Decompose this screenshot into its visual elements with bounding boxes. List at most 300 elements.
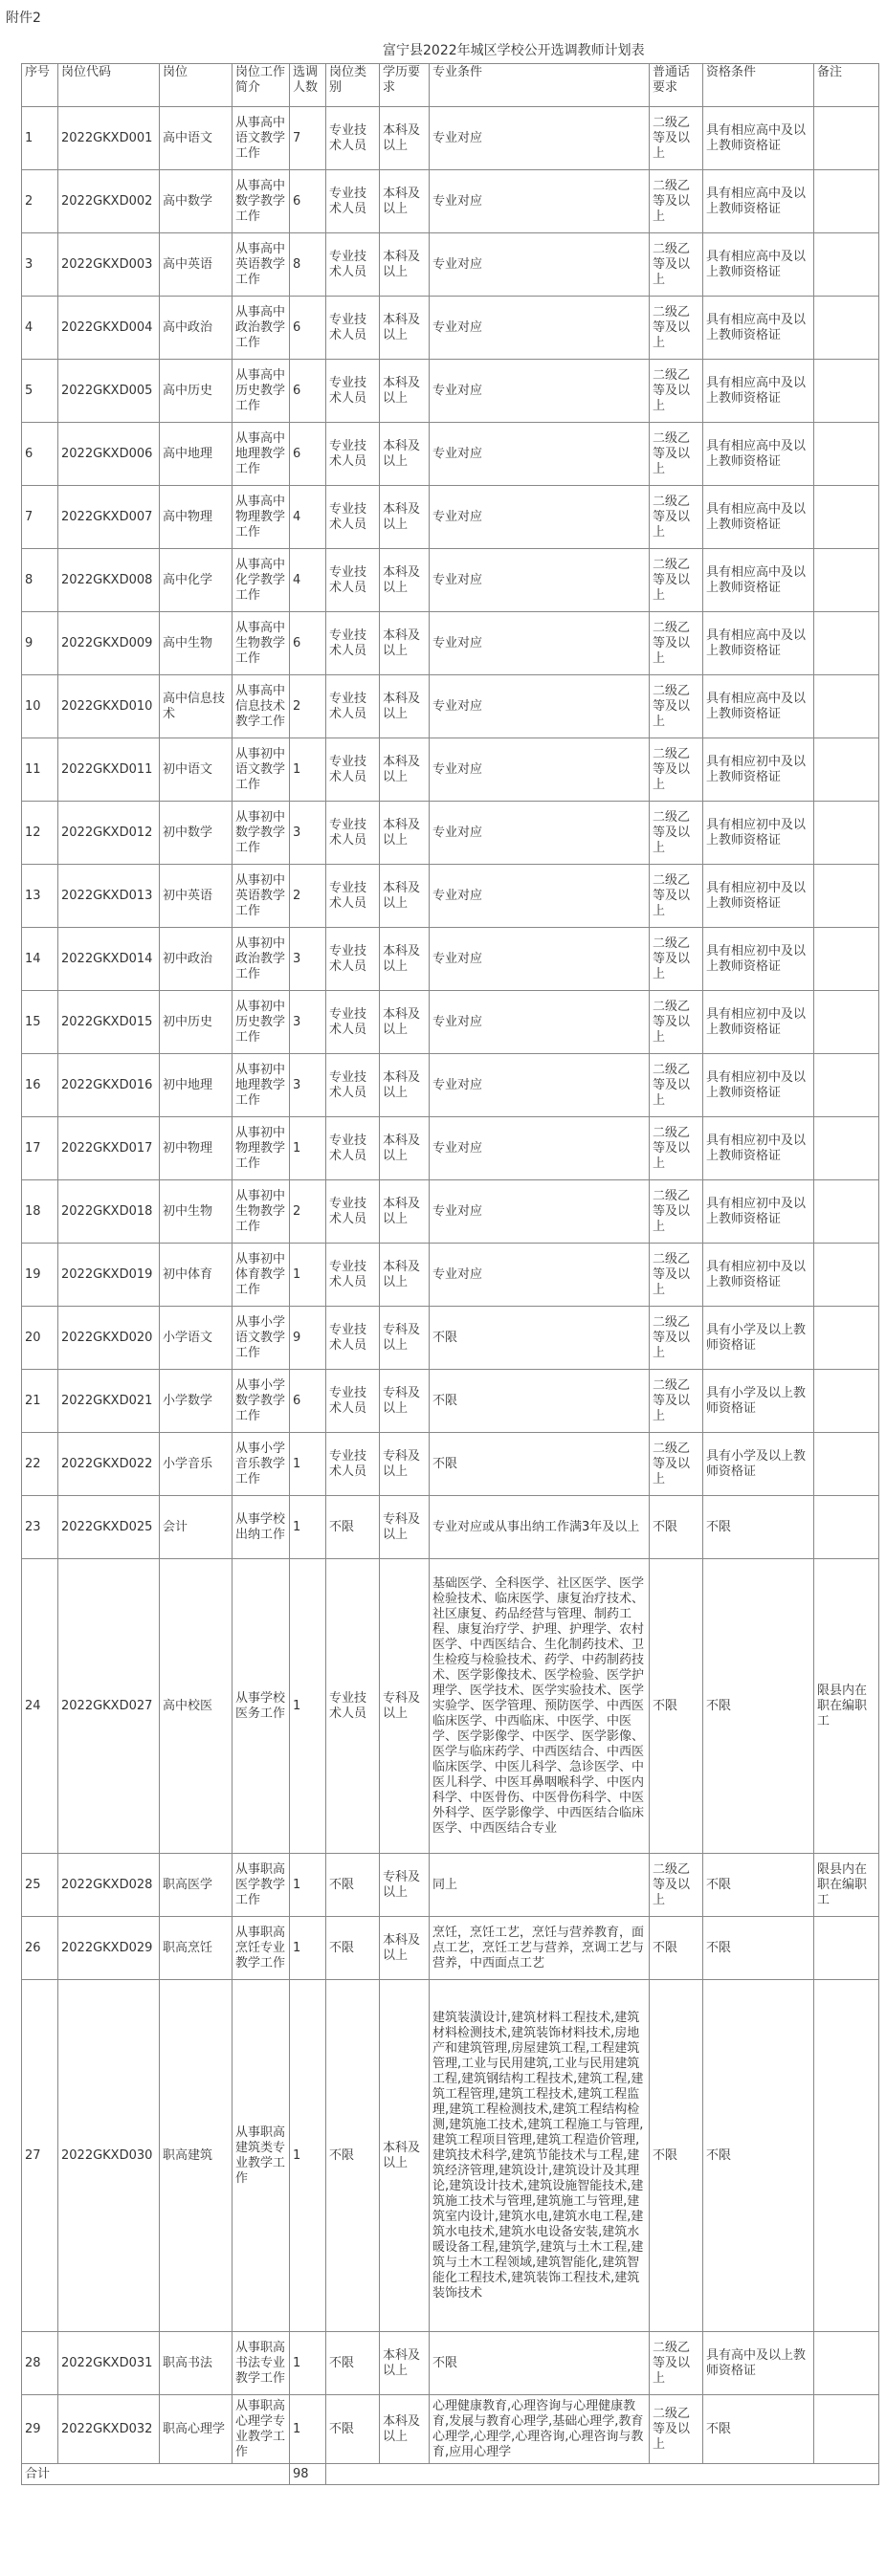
- remark-cell: [814, 1180, 879, 1244]
- mandarin-requirement-cell: 二级乙等及以上: [650, 297, 703, 360]
- post-name-cell: 高中地理: [160, 423, 233, 486]
- post-name-cell: 职高心理学: [160, 2395, 233, 2464]
- row-number-cell: 8: [22, 549, 58, 612]
- education-cell: 本科及以上: [380, 233, 430, 297]
- job-description-cell: 从事高中化学教学工作: [233, 549, 290, 612]
- qualification-cell: 具有小学及以上教师资格证: [703, 1307, 814, 1370]
- mandarin-requirement-cell: 二级乙等及以上: [650, 1854, 703, 1917]
- header-cell: 选调人数: [290, 64, 326, 107]
- mandarin-requirement-cell: 不限: [650, 1917, 703, 1980]
- qualification-cell: 具有相应初中及以上教师资格证: [703, 1117, 814, 1180]
- row-number-cell: 12: [22, 802, 58, 865]
- table-row: [22, 1496, 879, 1559]
- quota-cell: 8: [290, 233, 326, 297]
- post-name-cell: 初中地理: [160, 1054, 233, 1117]
- table-row: [22, 865, 879, 928]
- major-requirement-cell: 专业对应: [430, 1180, 650, 1244]
- major-requirement-cell: 专业对应: [430, 360, 650, 423]
- total-count: 98: [290, 2464, 326, 2485]
- job-description-cell: 从事初中英语教学工作: [233, 865, 290, 928]
- remark-cell: [814, 991, 879, 1054]
- post-category-cell: 不限: [326, 1854, 380, 1917]
- table-row: [22, 297, 879, 360]
- quota-cell: 1: [290, 1854, 326, 1917]
- row-number-cell: 27: [22, 1980, 58, 2332]
- quota-cell: 9: [290, 1307, 326, 1370]
- post-category-cell: 专业技术人员: [326, 991, 380, 1054]
- table-row: [22, 170, 879, 233]
- job-description-cell: 从事学校医务工作: [233, 1559, 290, 1854]
- quota-cell: 2: [290, 675, 326, 738]
- post-category-cell: 专业技术人员: [326, 612, 380, 675]
- remark-cell: [814, 2332, 879, 2395]
- quota-cell: 3: [290, 802, 326, 865]
- post-name-cell: 高中信息技术: [160, 675, 233, 738]
- mandarin-requirement-cell: 不限: [650, 1559, 703, 1854]
- post-category-cell: 专业技术人员: [326, 1180, 380, 1244]
- post-name-cell: 职高书法: [160, 2332, 233, 2395]
- education-cell: 本科及以上: [380, 1117, 430, 1180]
- table-row: [22, 1980, 879, 2332]
- qualification-cell: 具有相应高中及以上教师资格证: [703, 675, 814, 738]
- quota-cell: 1: [290, 2395, 326, 2464]
- table-row: [22, 107, 879, 170]
- qualification-cell: 不限: [703, 1496, 814, 1559]
- mandarin-requirement-cell: 二级乙等及以上: [650, 1117, 703, 1180]
- post-category-cell: 专业技术人员: [326, 1117, 380, 1180]
- post-name-cell: 初中英语: [160, 865, 233, 928]
- remark-cell: [814, 360, 879, 423]
- major-requirement-cell: 基础医学、全科医学、社区医学、医学检验技术、临床医学、康复治疗技术、社区康复、药品经营与管理、制药工程、康复治疗学、护理、护理学、农村医学、中西医结合、生化制药技术、卫生检疫与检验技术、药学、中药制药技术、医学影像技术、医学检验、医学护理学、医学技术、医学实验技术、医学实验学、医学管理、预防医学、中西医临床医学、中西临床、中医学、中医学、医学影像学、中医学、医学影像、医学与临床药学、中西医结合、中西医临床医学、中医儿科学、急诊医学、中医儿科学、中医耳鼻咽喉科学、中医内科学、中医骨伤、中医骨伤科学、中医外科学、医学影像学、中西医结合临床医学、中西医结合专业: [430, 1559, 650, 1854]
- job-description-cell: 从事初中数学教学工作: [233, 802, 290, 865]
- post-code-cell: 2022GKXD019: [58, 1244, 160, 1307]
- qualification-cell: 具有相应高中及以上教师资格证: [703, 360, 814, 423]
- post-category-cell: 专业技术人员: [326, 1433, 380, 1496]
- education-cell: 专科及以上: [380, 1496, 430, 1559]
- major-requirement-cell: 专业对应: [430, 612, 650, 675]
- row-number-cell: 17: [22, 1117, 58, 1180]
- post-name-cell: 初中生物: [160, 1180, 233, 1244]
- quota-cell: 4: [290, 486, 326, 549]
- post-code-cell: 2022GKXD011: [58, 738, 160, 802]
- table-row: [22, 612, 879, 675]
- table-row: [22, 738, 879, 802]
- post-category-cell: 专业技术人员: [326, 107, 380, 170]
- header-cell: 岗位类别: [326, 64, 380, 107]
- job-description-cell: 从事高中地理教学工作: [233, 423, 290, 486]
- quota-cell: 1: [290, 1917, 326, 1980]
- major-requirement-cell: 专业对应: [430, 1054, 650, 1117]
- table-row: [22, 423, 879, 486]
- row-number-cell: 4: [22, 297, 58, 360]
- remark-cell: [814, 1307, 879, 1370]
- table-row: [22, 802, 879, 865]
- mandarin-requirement-cell: 不限: [650, 1980, 703, 2332]
- post-name-cell: 高中历史: [160, 360, 233, 423]
- job-description-cell: 从事初中物理教学工作: [233, 1117, 290, 1180]
- education-cell: 本科及以上: [380, 1917, 430, 1980]
- education-cell: 本科及以上: [380, 865, 430, 928]
- qualification-cell: 具有相应初中及以上教师资格证: [703, 738, 814, 802]
- remark-cell: [814, 549, 879, 612]
- post-category-cell: 专业技术人员: [326, 423, 380, 486]
- post-code-cell: 2022GKXD008: [58, 549, 160, 612]
- remark-cell: [814, 1244, 879, 1307]
- post-code-cell: 2022GKXD001: [58, 107, 160, 170]
- remark-cell: [814, 297, 879, 360]
- post-name-cell: 职高医学: [160, 1854, 233, 1917]
- education-cell: 专科及以上: [380, 1854, 430, 1917]
- job-description-cell: 从事职高书法专业教学工作: [233, 2332, 290, 2395]
- post-name-cell: 职高建筑: [160, 1980, 233, 2332]
- job-description-cell: 从事职高建筑类专业教学工作: [233, 1980, 290, 2332]
- post-code-cell: 2022GKXD003: [58, 233, 160, 297]
- post-category-cell: 专业技术人员: [326, 486, 380, 549]
- table-row: [22, 1180, 879, 1244]
- remark-cell: [814, 1054, 879, 1117]
- post-category-cell: 专业技术人员: [326, 1307, 380, 1370]
- major-requirement-cell: 专业对应: [430, 738, 650, 802]
- row-number-cell: 3: [22, 233, 58, 297]
- row-number-cell: 28: [22, 2332, 58, 2395]
- education-cell: 本科及以上: [380, 360, 430, 423]
- post-category-cell: 不限: [326, 1496, 380, 1559]
- post-code-cell: 2022GKXD009: [58, 612, 160, 675]
- major-requirement-cell: 不限: [430, 1370, 650, 1433]
- post-category-cell: 专业技术人员: [326, 738, 380, 802]
- job-description-cell: 从事高中生物教学工作: [233, 612, 290, 675]
- qualification-cell: 具有小学及以上教师资格证: [703, 1433, 814, 1496]
- major-requirement-cell: 专业对应: [430, 1117, 650, 1180]
- row-number-cell: 23: [22, 1496, 58, 1559]
- remark-cell: [814, 675, 879, 738]
- post-code-cell: 2022GKXD029: [58, 1917, 160, 1980]
- header-cell: 普通话要求: [650, 64, 703, 107]
- quota-cell: 3: [290, 991, 326, 1054]
- major-requirement-cell: 专业对应: [430, 865, 650, 928]
- post-category-cell: 专业技术人员: [326, 170, 380, 233]
- post-code-cell: 2022GKXD022: [58, 1433, 160, 1496]
- qualification-cell: 具有相应高中及以上教师资格证: [703, 107, 814, 170]
- post-code-cell: 2022GKXD030: [58, 1980, 160, 2332]
- job-description-cell: 从事初中语文教学工作: [233, 738, 290, 802]
- job-description-cell: 从事职高烹饪专业教学工作: [233, 1917, 290, 1980]
- qualification-cell: 具有相应初中及以上教师资格证: [703, 1244, 814, 1307]
- mandarin-requirement-cell: 二级乙等及以上: [650, 738, 703, 802]
- major-requirement-cell: 专业对应: [430, 675, 650, 738]
- post-category-cell: 专业技术人员: [326, 360, 380, 423]
- post-name-cell: 初中历史: [160, 991, 233, 1054]
- job-description-cell: 从事高中历史教学工作: [233, 360, 290, 423]
- post-name-cell: 职高烹饪: [160, 1917, 233, 1980]
- row-number-cell: 7: [22, 486, 58, 549]
- quota-cell: 6: [290, 170, 326, 233]
- post-code-cell: 2022GKXD006: [58, 423, 160, 486]
- remark-cell: [814, 170, 879, 233]
- remark-cell: [814, 1433, 879, 1496]
- row-number-cell: 20: [22, 1307, 58, 1370]
- row-number-cell: 6: [22, 423, 58, 486]
- education-cell: 本科及以上: [380, 675, 430, 738]
- education-cell: 本科及以上: [380, 297, 430, 360]
- job-description-cell: 从事学校出纳工作: [233, 1496, 290, 1559]
- table-row: [22, 549, 879, 612]
- major-requirement-cell: 专业对应: [430, 802, 650, 865]
- table-title: 富宁县2022年城区学校公开选调教师计划表: [383, 43, 645, 58]
- mandarin-requirement-cell: 二级乙等及以上: [650, 865, 703, 928]
- post-name-cell: 高中语文: [160, 107, 233, 170]
- education-cell: 本科及以上: [380, 1244, 430, 1307]
- education-cell: 专科及以上: [380, 1433, 430, 1496]
- mandarin-requirement-cell: 二级乙等及以上: [650, 2395, 703, 2464]
- qualification-cell: 具有相应初中及以上教师资格证: [703, 865, 814, 928]
- table-row: [22, 233, 879, 297]
- qualification-cell: 不限: [703, 1980, 814, 2332]
- post-name-cell: 高中物理: [160, 486, 233, 549]
- job-description-cell: 从事高中语文教学工作: [233, 107, 290, 170]
- quota-cell: 1: [290, 1244, 326, 1307]
- row-number-cell: 9: [22, 612, 58, 675]
- quota-cell: 3: [290, 1054, 326, 1117]
- table-row: [22, 928, 879, 991]
- job-description-cell: 从事小学音乐教学工作: [233, 1433, 290, 1496]
- quota-cell: 7: [290, 107, 326, 170]
- post-code-cell: 2022GKXD025: [58, 1496, 160, 1559]
- qualification-cell: 具有小学及以上教师资格证: [703, 1370, 814, 1433]
- table-row: [22, 360, 879, 423]
- quota-cell: 6: [290, 297, 326, 360]
- education-cell: 本科及以上: [380, 612, 430, 675]
- qualification-cell: 具有高中及以上教师资格证: [703, 2332, 814, 2395]
- post-category-cell: 专业技术人员: [326, 865, 380, 928]
- remark-cell: [814, 612, 879, 675]
- header-cell: 学历要求: [380, 64, 430, 107]
- education-cell: 本科及以上: [380, 1054, 430, 1117]
- table-row: [22, 1307, 879, 1370]
- post-category-cell: 专业技术人员: [326, 928, 380, 991]
- table-row: [22, 1370, 879, 1433]
- table-row: [22, 675, 879, 738]
- post-category-cell: 不限: [326, 1917, 380, 1980]
- qualification-cell: 具有相应初中及以上教师资格证: [703, 802, 814, 865]
- table-row: [22, 1117, 879, 1180]
- mandarin-requirement-cell: 二级乙等及以上: [650, 1370, 703, 1433]
- row-number-cell: 11: [22, 738, 58, 802]
- table-row: [22, 2332, 879, 2395]
- education-cell: 本科及以上: [380, 549, 430, 612]
- attachment-label: 附件2: [6, 11, 41, 26]
- row-number-cell: 24: [22, 1559, 58, 1854]
- remark-cell: [814, 865, 879, 928]
- remark-cell: [814, 1917, 879, 1980]
- mandarin-requirement-cell: 二级乙等及以上: [650, 170, 703, 233]
- job-description-cell: 从事初中政治教学工作: [233, 928, 290, 991]
- remark-cell: [814, 1117, 879, 1180]
- row-number-cell: 10: [22, 675, 58, 738]
- education-cell: 本科及以上: [380, 1980, 430, 2332]
- row-number-cell: 19: [22, 1244, 58, 1307]
- quota-cell: 6: [290, 1370, 326, 1433]
- remark-cell: [814, 738, 879, 802]
- post-category-cell: 专业技术人员: [326, 1054, 380, 1117]
- major-requirement-cell: 专业对应或从事出纳工作满3年及以上: [430, 1496, 650, 1559]
- qualification-cell: 不限: [703, 1854, 814, 1917]
- post-name-cell: 高中校医: [160, 1559, 233, 1854]
- mandarin-requirement-cell: 二级乙等及以上: [650, 2332, 703, 2395]
- post-name-cell: 高中生物: [160, 612, 233, 675]
- post-category-cell: 专业技术人员: [326, 675, 380, 738]
- row-number-cell: 25: [22, 1854, 58, 1917]
- job-description-cell: 从事小学数学教学工作: [233, 1370, 290, 1433]
- job-description-cell: 从事高中政治教学工作: [233, 297, 290, 360]
- remark-cell: 限县内在职在编职工: [814, 1854, 879, 1917]
- row-number-cell: 5: [22, 360, 58, 423]
- remark-cell: [814, 423, 879, 486]
- qualification-cell: 具有相应高中及以上教师资格证: [703, 486, 814, 549]
- qualification-cell: 不限: [703, 1917, 814, 1980]
- major-requirement-cell: 建筑装潢设计,建筑材料工程技术,建筑材料检测技术,建筑装饰材料技术,房地产和建筑管理,房屋建筑工程,工程建筑管理,工业与民用建筑,工业与民用建筑工程,建筑钢结构工程技术,建筑工程,建筑工程管理,建筑工程技术,建筑工程监理,建筑工程检测技术,建筑工程结构检测,建筑施工技术,建筑工程施工与管理,建筑工程项目管理,建筑工程造价管理,建筑技术科学,建筑节能技术与工程,建筑经济管理,建筑设计,建筑设计及其理论,建筑设计技术,建筑设施智能技术,建筑施工技术与管理,建筑施工与管理,建筑室内设计,建筑水电,建筑水电工程,建筑水电技术,建筑水电设备安装,建筑水暖设备工程,建筑学,建筑与土木工程,建筑与土木工程领域,建筑智能化,建筑智能化工程技术,建筑装饰工程技术,建筑装饰技术: [430, 1980, 650, 2332]
- table-row: [22, 991, 879, 1054]
- post-name-cell: 高中数学: [160, 170, 233, 233]
- mandarin-requirement-cell: 二级乙等及以上: [650, 1054, 703, 1117]
- post-code-cell: 2022GKXD004: [58, 297, 160, 360]
- quota-cell: 2: [290, 1180, 326, 1244]
- qualification-cell: 具有相应高中及以上教师资格证: [703, 612, 814, 675]
- education-cell: 本科及以上: [380, 2332, 430, 2395]
- post-code-cell: 2022GKXD031: [58, 2332, 160, 2395]
- major-requirement-cell: 不限: [430, 1307, 650, 1370]
- mandarin-requirement-cell: 二级乙等及以上: [650, 360, 703, 423]
- job-description-cell: 从事初中体育教学工作: [233, 1244, 290, 1307]
- row-number-cell: 1: [22, 107, 58, 170]
- education-cell: 本科及以上: [380, 2395, 430, 2464]
- quota-cell: 1: [290, 738, 326, 802]
- post-name-cell: 初中语文: [160, 738, 233, 802]
- remark-cell: [814, 486, 879, 549]
- header-row: [22, 64, 879, 107]
- post-code-cell: 2022GKXD027: [58, 1559, 160, 1854]
- education-cell: 本科及以上: [380, 991, 430, 1054]
- header-cell: 岗位: [160, 64, 233, 107]
- major-requirement-cell: 专业对应: [430, 486, 650, 549]
- education-cell: 本科及以上: [380, 928, 430, 991]
- recruitment-plan-table: [21, 63, 879, 2485]
- table-row: [22, 1917, 879, 1980]
- remark-cell: 限县内在职在编职工: [814, 1559, 879, 1854]
- post-name-cell: 初中体育: [160, 1244, 233, 1307]
- post-code-cell: 2022GKXD032: [58, 2395, 160, 2464]
- post-code-cell: 2022GKXD005: [58, 360, 160, 423]
- qualification-cell: 具有相应初中及以上教师资格证: [703, 1054, 814, 1117]
- mandarin-requirement-cell: 不限: [650, 1496, 703, 1559]
- header-cell: 序号: [22, 64, 58, 107]
- major-requirement-cell: 专业对应: [430, 297, 650, 360]
- qualification-cell: 具有相应高中及以上教师资格证: [703, 170, 814, 233]
- education-cell: 本科及以上: [380, 423, 430, 486]
- quota-cell: 6: [290, 423, 326, 486]
- job-description-cell: 从事初中生物教学工作: [233, 1180, 290, 1244]
- major-requirement-cell: 专业对应: [430, 107, 650, 170]
- job-description-cell: 从事初中地理教学工作: [233, 1054, 290, 1117]
- qualification-cell: 具有相应高中及以上教师资格证: [703, 549, 814, 612]
- education-cell: 本科及以上: [380, 738, 430, 802]
- mandarin-requirement-cell: 二级乙等及以上: [650, 1307, 703, 1370]
- major-requirement-cell: 专业对应: [430, 170, 650, 233]
- post-category-cell: 专业技术人员: [326, 1244, 380, 1307]
- post-name-cell: 小学数学: [160, 1370, 233, 1433]
- post-category-cell: 不限: [326, 2395, 380, 2464]
- post-code-cell: 2022GKXD017: [58, 1117, 160, 1180]
- table-row: [22, 1244, 879, 1307]
- major-requirement-cell: 不限: [430, 1433, 650, 1496]
- table-row: [22, 1433, 879, 1496]
- quota-cell: 1: [290, 1496, 326, 1559]
- mandarin-requirement-cell: 二级乙等及以上: [650, 1244, 703, 1307]
- table-row: [22, 2395, 879, 2464]
- row-number-cell: 22: [22, 1433, 58, 1496]
- remark-cell: [814, 802, 879, 865]
- header-cell: 专业条件: [430, 64, 650, 107]
- post-category-cell: 不限: [326, 2332, 380, 2395]
- table-row: [22, 486, 879, 549]
- post-category-cell: 不限: [326, 1980, 380, 2332]
- post-code-cell: 2022GKXD015: [58, 991, 160, 1054]
- total-row: [22, 2464, 879, 2485]
- quota-cell: 2: [290, 865, 326, 928]
- table-row: [22, 1854, 879, 1917]
- qualification-cell: 具有相应初中及以上教师资格证: [703, 1180, 814, 1244]
- post-code-cell: 2022GKXD012: [58, 802, 160, 865]
- mandarin-requirement-cell: 二级乙等及以上: [650, 612, 703, 675]
- major-requirement-cell: 不限: [430, 2332, 650, 2395]
- mandarin-requirement-cell: 二级乙等及以上: [650, 107, 703, 170]
- post-code-cell: 2022GKXD014: [58, 928, 160, 991]
- qualification-cell: 不限: [703, 1559, 814, 1854]
- job-description-cell: 从事高中信息技术教学工作: [233, 675, 290, 738]
- row-number-cell: 2: [22, 170, 58, 233]
- post-code-cell: 2022GKXD028: [58, 1854, 160, 1917]
- remark-cell: [814, 1980, 879, 2332]
- qualification-cell: 具有相应高中及以上教师资格证: [703, 423, 814, 486]
- post-name-cell: 初中物理: [160, 1117, 233, 1180]
- major-requirement-cell: 烹饪，烹饪工艺，烹饪与营养教育，面点工艺，烹饪工艺与营养，烹调工艺与营养，中西面点工艺: [430, 1917, 650, 1980]
- remark-cell: [814, 928, 879, 991]
- mandarin-requirement-cell: 二级乙等及以上: [650, 233, 703, 297]
- post-code-cell: 2022GKXD016: [58, 1054, 160, 1117]
- total-empty: [326, 2464, 879, 2485]
- mandarin-requirement-cell: 二级乙等及以上: [650, 486, 703, 549]
- remark-cell: [814, 1496, 879, 1559]
- major-requirement-cell: 专业对应: [430, 549, 650, 612]
- mandarin-requirement-cell: 二级乙等及以上: [650, 991, 703, 1054]
- post-code-cell: 2022GKXD007: [58, 486, 160, 549]
- row-number-cell: 14: [22, 928, 58, 991]
- quota-cell: 1: [290, 1433, 326, 1496]
- post-category-cell: 专业技术人员: [326, 1370, 380, 1433]
- quota-cell: 6: [290, 612, 326, 675]
- post-name-cell: 会计: [160, 1496, 233, 1559]
- row-number-cell: 21: [22, 1370, 58, 1433]
- remark-cell: [814, 1370, 879, 1433]
- post-name-cell: 高中政治: [160, 297, 233, 360]
- post-category-cell: 专业技术人员: [326, 1559, 380, 1854]
- qualification-cell: 具有相应初中及以上教师资格证: [703, 991, 814, 1054]
- mandarin-requirement-cell: 二级乙等及以上: [650, 802, 703, 865]
- post-category-cell: 专业技术人员: [326, 297, 380, 360]
- education-cell: 本科及以上: [380, 802, 430, 865]
- post-code-cell: 2022GKXD020: [58, 1307, 160, 1370]
- job-description-cell: 从事高中物理教学工作: [233, 486, 290, 549]
